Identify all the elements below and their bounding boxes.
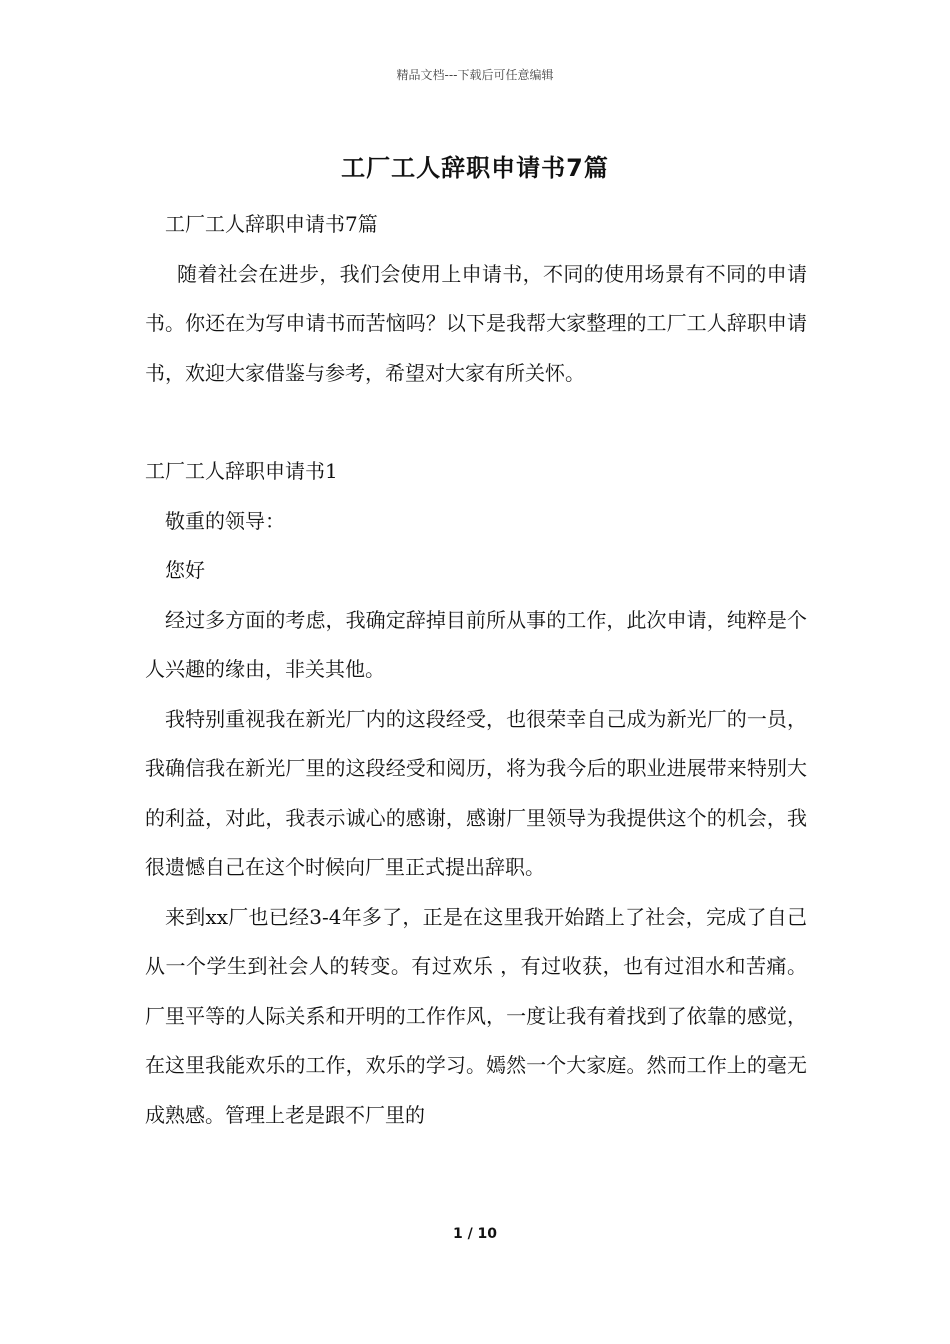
body-paragraph: 来到xx厂也已经3-4年多了，正是在这里我开始踏上了社会，完成了自己从一个学生到社会人的转变。有过欢乐 ，有过收获，也有过泪水和苦痛。厂里平等的人际关系和开明的工作作风，一度让我有着找到了依靠的感觉，在这里我能欢乐的工作，欢乐的学习。嫣然一个大家庭。然而工作上的毫无成熟感。管理上老是跟不厂里的 <box>145 904 807 1127</box>
body-paragraph: 我特别重视我在新光厂内的这段经受，也很荣幸自己成为新光厂的一员，我确信我在新光厂里的这段经受和阅历，将为我今后的职业进展带来特别大的利益，对此，我表示诚心的感谢，感谢厂里领导为我提供这个的机会，我很遗憾自己在这个时候向厂里正式提出辞职。 <box>145 706 807 879</box>
page-number: 1 / 10 <box>452 1226 498 1242</box>
section-heading: 工厂工人辞职申请书1 <box>145 459 338 483</box>
body-paragraph: 经过多方面的考虑，我确定辞掉目前所从事的工作，此次申请，纯粹是个人兴趣的缘由，非关其他。 <box>145 607 807 681</box>
spacer <box>145 398 807 447</box>
page-header: 精品文档---下载后可任意编辑 <box>396 68 554 82</box>
document-body <box>145 200 807 1140</box>
greeting: 您好 <box>165 558 205 582</box>
salutation: 敬重的领导： <box>165 508 285 533</box>
intro-paragraph: 随着社会在进步，我们会使用上申请书，不同的使用场景有不同的申请书。你还在为写申请书而苦恼吗？以下是我帮大家整理的工厂工人辞职申请书，欢迎大家借鉴与参考，希望对大家有所关怀。 <box>145 261 807 385</box>
document-title: 工厂工人辞职申请书7篇 <box>341 154 609 182</box>
subtitle-paragraph: 工厂工人辞职申请书7篇 <box>165 212 378 236</box>
